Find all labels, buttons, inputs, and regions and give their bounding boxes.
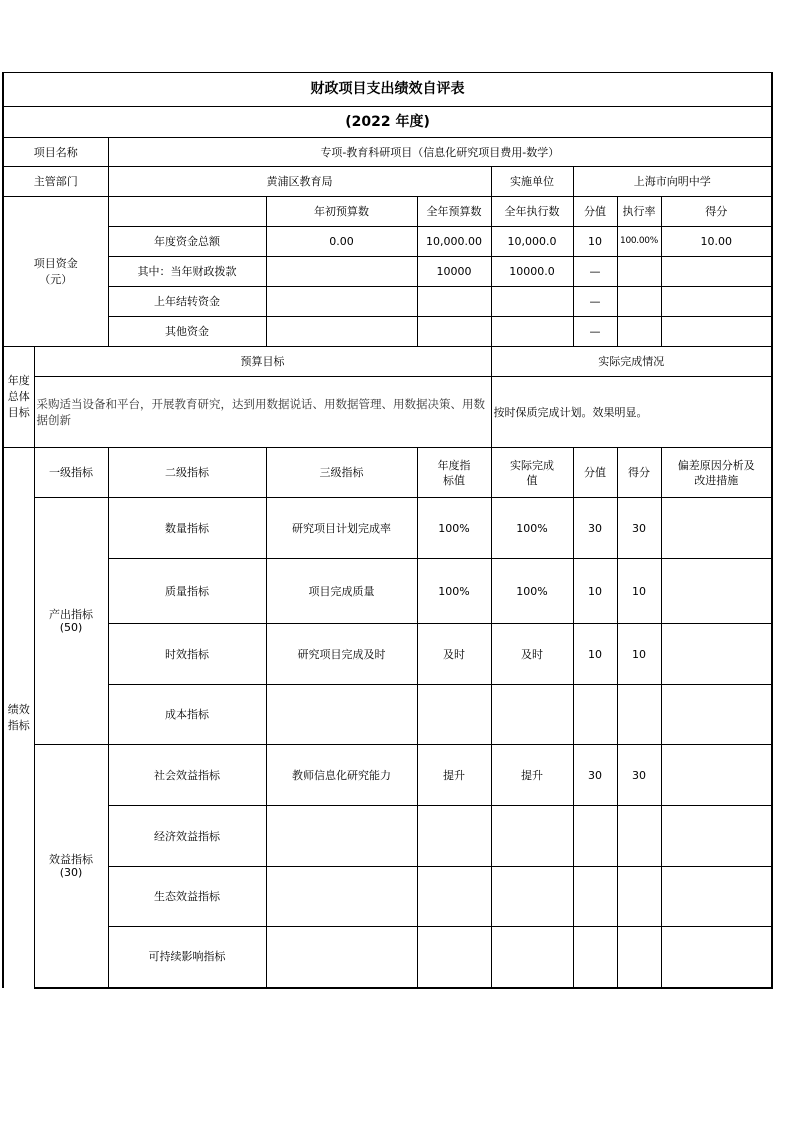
indicator-actual	[491, 867, 573, 927]
funds-header-executed: 全年执行数	[491, 197, 573, 227]
funds-header-annual: 全年预算数	[417, 197, 491, 227]
indicator-score: 30	[617, 498, 661, 559]
funds-row-label: 年度资金总额	[108, 227, 266, 257]
funds-row-label: 其中：当年财政拨款	[108, 257, 266, 287]
indicator-header-weight: 分值	[573, 448, 617, 498]
funds-row-executed	[491, 317, 573, 347]
indicator-level3	[266, 806, 417, 867]
indicator-header-analysis-text: 偏差原因分析及改进措施	[677, 458, 755, 487]
funds-row-label: 其他资金	[108, 317, 266, 347]
indicator-header-level2: 二级指标	[108, 448, 266, 498]
indicator-group-name: 效益指标	[49, 852, 93, 866]
indicator-score	[617, 867, 661, 927]
indicator-level2: 经济效益指标	[108, 806, 266, 867]
indicator-target	[417, 806, 491, 867]
indicator-actual: 提升	[491, 745, 573, 806]
indicator-analysis	[661, 685, 772, 745]
funds-row-label: 上年结转资金	[108, 287, 266, 317]
funds-header-blank	[108, 197, 266, 227]
indicator-score	[617, 927, 661, 988]
indicator-header-actual-text: 实际完成值	[510, 458, 554, 487]
indicator-header-score: 得分	[617, 448, 661, 498]
indicator-weight: 10	[573, 624, 617, 685]
indicator-group-label	[34, 498, 108, 745]
funds-row-rate	[617, 317, 661, 347]
funds-row-rate	[617, 287, 661, 317]
indicator-weight: 30	[573, 498, 617, 559]
goals-section-label: 年度总体目标	[3, 347, 34, 448]
indicator-level2: 数量指标	[108, 498, 266, 559]
indicator-analysis	[661, 806, 772, 867]
unit-value: 上海市向明中学	[573, 167, 772, 197]
indicator-actual	[491, 806, 573, 867]
dept-value: 黄浦区教育局	[108, 167, 491, 197]
funds-row-score	[661, 257, 772, 287]
indicator-target: 提升	[417, 745, 491, 806]
indicator-header-level1: 一级指标	[34, 448, 108, 498]
indicator-level3: 教师信息化研究能力	[266, 745, 417, 806]
funds-row-annual: 10,000.00	[417, 227, 491, 257]
funds-section-label	[3, 197, 108, 347]
indicator-analysis	[661, 559, 772, 624]
funds-row-rate	[617, 257, 661, 287]
indicator-weight	[573, 927, 617, 988]
indicator-weight: 10	[573, 559, 617, 624]
indicator-level2: 社会效益指标	[108, 745, 266, 806]
funds-row-executed: 10000.0	[491, 257, 573, 287]
indicator-weight	[573, 867, 617, 927]
indicator-level3	[266, 867, 417, 927]
indicator-score: 30	[617, 745, 661, 806]
funds-row-rate: 100.00%	[617, 227, 661, 257]
funds-row-score	[661, 317, 772, 347]
funds-row-annual	[417, 317, 491, 347]
indicator-header-target-text: 年度指标值	[437, 458, 471, 487]
indicator-weight	[573, 685, 617, 745]
indicator-actual	[491, 927, 573, 988]
indicator-weight: 30	[573, 745, 617, 806]
indicator-level2: 生态效益指标	[108, 867, 266, 927]
indicator-score	[617, 685, 661, 745]
indicator-target	[417, 867, 491, 927]
indicator-group-weight: (30)	[59, 865, 83, 879]
indicator-actual: 100%	[491, 498, 573, 559]
indicator-target: 100%	[417, 559, 491, 624]
indicator-actual: 及时	[491, 624, 573, 685]
indicator-score: 10	[617, 559, 661, 624]
indicator-actual: 100%	[491, 559, 573, 624]
funds-row-annual: 10000	[417, 257, 491, 287]
form-title: 财政项目支出绩效自评表	[3, 73, 772, 107]
goals-budget-text: 采购适当设备和平台，开展教育研究，达到用数据说话、用数据管理、用数据决策、用数据创新	[34, 377, 491, 448]
indicator-group-weight: (50)	[59, 621, 83, 634]
indicator-level3	[266, 685, 417, 745]
project-name-value: 专项-教育科研项目（信息化研究项目费用-数学）	[108, 138, 772, 167]
indicator-actual	[491, 685, 573, 745]
indicator-target: 及时	[417, 624, 491, 685]
indicator-analysis	[661, 624, 772, 685]
indicator-level3: 研究项目计划完成率	[266, 498, 417, 559]
indicator-group-name: 产出指标	[49, 608, 93, 621]
funds-row-executed	[491, 287, 573, 317]
funds-header-rate: 执行率	[617, 197, 661, 227]
project-name-label: 项目名称	[3, 138, 108, 167]
goals-actual-header: 实际完成情况	[491, 347, 772, 377]
indicator-group-label	[34, 745, 108, 988]
goals-budget-header: 预算目标	[34, 347, 491, 377]
funds-header-weight: 分值	[573, 197, 617, 227]
indicator-level2: 可持续影响指标	[108, 927, 266, 988]
funds-row-weight: —	[573, 257, 617, 287]
indicator-target: 100%	[417, 498, 491, 559]
funds-row-executed: 10,000.0	[491, 227, 573, 257]
indicator-analysis	[661, 745, 772, 806]
funds-row-weight: 10	[573, 227, 617, 257]
funds-row-weight: —	[573, 287, 617, 317]
funds-row-initial: 0.00	[266, 227, 417, 257]
indicator-header-level3: 三级指标	[266, 448, 417, 498]
indicator-target	[417, 927, 491, 988]
goals-actual-text: 按时保质完成计划。效果明显。	[491, 377, 772, 448]
funds-row-score: 10.00	[661, 227, 772, 257]
funds-row-initial	[266, 317, 417, 347]
indicator-score	[617, 806, 661, 867]
indicator-level3: 项目完成质量	[266, 559, 417, 624]
indicator-weight	[573, 806, 617, 867]
funds-row-initial	[266, 257, 417, 287]
indicator-analysis	[661, 867, 772, 927]
unit-label: 实施单位	[491, 167, 573, 197]
funds-row-initial	[266, 287, 417, 317]
indicator-score: 10	[617, 624, 661, 685]
indicator-header-analysis	[661, 448, 772, 498]
funds-row-weight: —	[573, 317, 617, 347]
indicator-level2: 时效指标	[108, 624, 266, 685]
indicator-analysis	[661, 498, 772, 559]
indicator-level2: 质量指标	[108, 559, 266, 624]
indicator-analysis	[661, 927, 772, 988]
funds-row-annual	[417, 287, 491, 317]
indicator-target	[417, 685, 491, 745]
indicators-section-label: 绩效指标	[3, 448, 34, 988]
dept-label: 主管部门	[3, 167, 108, 197]
indicator-header-target	[417, 448, 491, 498]
funds-header-score: 得分	[661, 197, 772, 227]
funds-row-score	[661, 287, 772, 317]
indicator-level2: 成本指标	[108, 685, 266, 745]
funds-section-text: 项目资金（元）	[33, 256, 78, 286]
form-year: (2022 年度)	[3, 107, 772, 138]
indicator-level3: 研究项目完成及时	[266, 624, 417, 685]
indicator-header-actual	[491, 448, 573, 498]
funds-header-initial: 年初预算数	[266, 197, 417, 227]
indicator-level3	[266, 927, 417, 988]
evaluation-table	[2, 72, 773, 989]
